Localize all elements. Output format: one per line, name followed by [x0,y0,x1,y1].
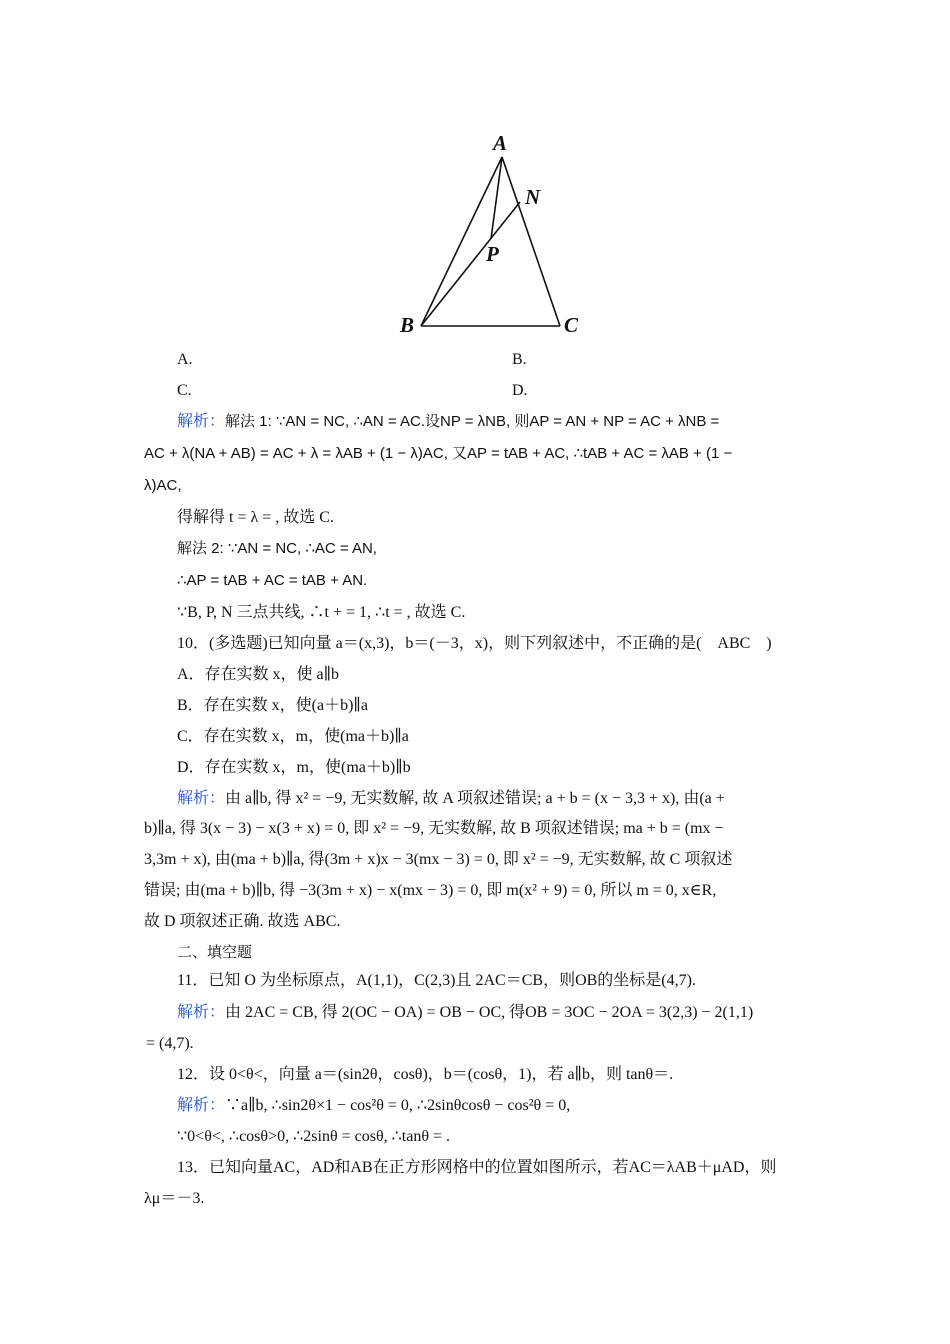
text-line: ∵B, P, N 三点共线, ∴t + = 1, ∴t = , 故选 C. [177,604,466,621]
vertex-label-n: N [525,185,541,209]
vertex-label-c: C [564,313,579,337]
option-a: A. [177,351,193,368]
option-row-2 [0,380,950,402]
text-line: ∴AP = tAB + AC = tAB + AN. [177,572,368,589]
solution-line [0,411,950,433]
text-line: ∵a∥b, ∴sin2θ×1 − cos²θ = 0, ∴2sinθcosθ − cos²θ = 0, [225,1097,571,1114]
question-10-option-b: B．存在实数 x，使(a＋b)∥a [177,697,368,714]
option-b: B. [512,351,527,368]
question-11: 11．已知 O 为坐标原点，A(1,1)，C(2,3)且 2AC＝CB，则OB的坐标是(4,7). [177,972,696,989]
text-line: 由 a∥b, 得 x² = −9, 无实数解, 故 A 项叙述错误; a + b = (x − 3,3 + x), 由(a + [225,790,725,807]
question-10-option-a: A．存在实数 x，使 a∥b [177,666,340,683]
question-10: 10．(多选题)已知向量 a＝(x,3)，b＝(－3，x)，则下列叙述中，不正确的是( ABC ) [177,635,772,652]
triangle-figure [390,120,590,340]
text-line: 错误; 由(ma + b)∥b, 得 −3(3m + x) − x(mx − 3) = 0, 即 m(x² + 9) = 0, 所以 m = 0, x∈R, [144,882,717,899]
option-d: D. [512,382,528,399]
vertex-label-a: A [493,131,508,155]
solution-line [0,1002,950,1024]
text-line: b)∥a, 得 3(x − 3) − x(3 + x) = 0, 即 x² = −9, 无实数解, 故 B 项叙述错误; ma + b = (mx − [144,820,724,837]
text-line: λ)AC, [144,477,182,494]
text-line: 故 D 项叙述正确. 故选 ABC. [144,913,341,930]
text-line: ∵0<θ<, ∴cosθ>0, ∴2sinθ = cosθ, ∴tanθ = . [177,1128,451,1145]
option-row-1 [0,349,950,371]
question-10-option-c: C．存在实数 x，m，使(ma＋b)∥a [177,728,409,745]
text-line: 由 2AC = CB, 得 2(OC − OA) = OB − OC, 得OB = 3OC − 2OA = 3(2,3) − 2(1,1) [225,1004,754,1021]
text-line: 解法 2: ∵AN = NC, ∴AC = AN, [177,540,377,557]
text-line: = (4,7). [146,1035,194,1052]
analysis-label: 解析： [177,790,226,807]
text-line: λμ＝－3. [144,1190,205,1207]
solution-line [0,1095,950,1117]
vertex-label-b: B [400,313,415,337]
side-ac [502,157,560,326]
option-c: C. [177,382,192,399]
text-line: 解法 1: ∵AN = NC, ∴AN = AC.设NP = λNB, 则AP = AN + NP = AC + λNB = [225,413,720,430]
text-line: AC + λ(NA + AB) = AC + λ = λAB + (1 − λ)AC, 又AP = tAB + AC, ∴tAB + AC = λAB + (1 − [144,445,733,462]
text-line: 3,3m + x), 由(ma + b)∥a, 得(3m + x)x − 3(mx − 3) = 0, 即 x² = −9, 无实数解, 故 C 项叙述 [144,851,733,868]
question-12: 12．设 0<θ<，向量 a＝(sin2θ，cosθ)，b＝(cosθ，1)，若 a∥b，则 tanθ＝. [177,1066,674,1083]
question-13: 13．已知向量AC，AD和AB在正方形网格中的位置如图所示，若AC＝λAB＋μAD，则 [177,1159,777,1176]
segment-bn [421,202,520,326]
vertex-label-p: P [486,242,499,266]
solution-line [0,788,950,810]
analysis-label: 解析： [177,413,226,430]
text-line: 得解得 t = λ = , 故选 C. [177,509,334,526]
question-10-option-d: D．存在实数 x，m，使(ma＋b)∥b [177,759,411,776]
analysis-label: 解析： [177,1097,226,1114]
analysis-label: 解析： [177,1004,226,1021]
section-heading: 二、填空题 [177,943,253,961]
